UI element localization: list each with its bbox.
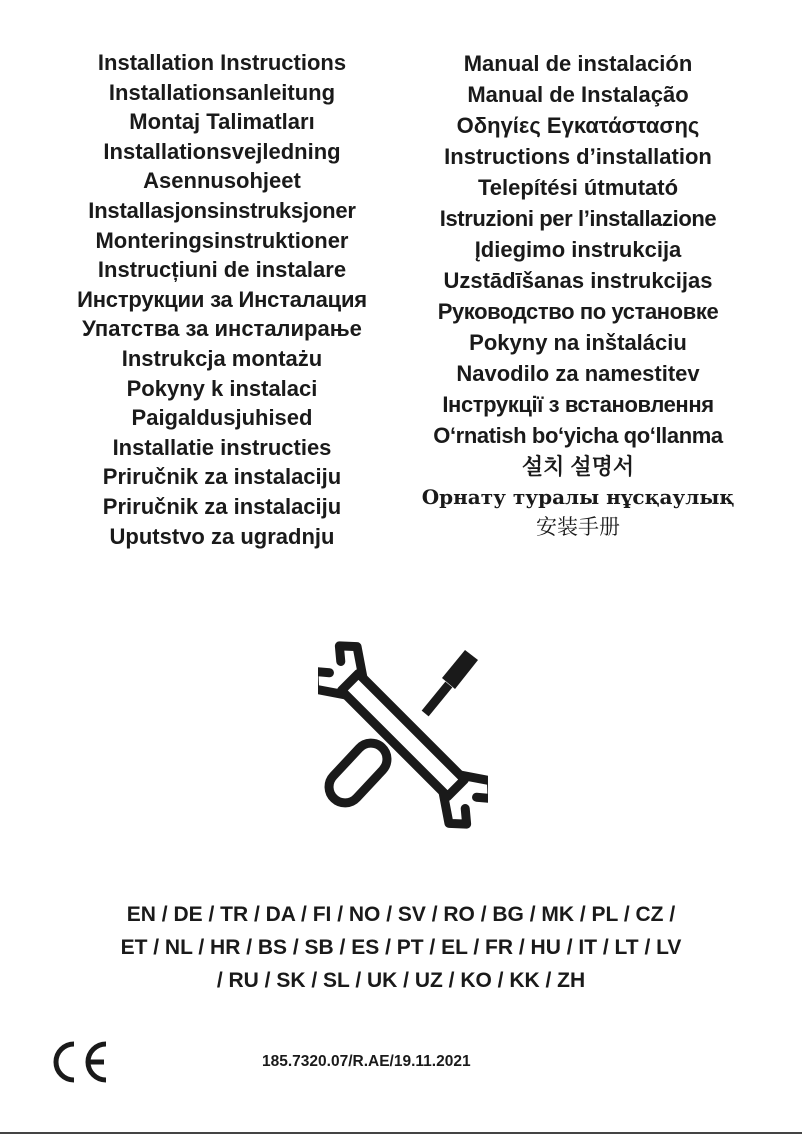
title-es: Manual de instalación — [463, 51, 693, 76]
document-number: 185.7320.07/R.AE/19.11.2021 — [262, 1053, 471, 1070]
title-bg: Инструкции за Инсталация — [77, 286, 367, 312]
ce-mark-icon — [48, 1038, 112, 1086]
title-cz: Pokyny k instalaci — [126, 375, 318, 401]
title-ru: Руководство по установке — [437, 299, 719, 324]
title-fi: Asennusohjeet — [143, 168, 301, 194]
wrench-and-screwdriver-icon — [318, 640, 488, 830]
title-sk: Pokyny na inštaláciu — [469, 330, 687, 355]
title-ko: 설치 설명서 — [521, 454, 635, 479]
title-ro: Instrucțiuni de instalare — [97, 257, 347, 283]
title-en: Installation Instructions — [97, 50, 347, 75]
title-de: Installationsanleitung — [108, 79, 336, 105]
title-no: Installasjonsinstruksjoner — [88, 197, 356, 223]
title-tr: Montaj Talimatları — [129, 109, 315, 135]
title-lt: Įdiegimo instrukcija — [474, 237, 682, 262]
title-sv: Monteringsinstruktioner — [95, 227, 349, 253]
title-list-left — [42, 48, 402, 551]
bottom-divider — [0, 1132, 802, 1134]
language-code-list — [40, 898, 762, 997]
language-codes-line-2: ET / NL / HR / BS / SB / ES / PT / EL / FR / HU / IT / LT / LV — [120, 936, 682, 959]
title-uk: Інструкції з встановлення — [442, 392, 714, 417]
title-hr: Priručnik za instalaciju — [102, 464, 342, 490]
title-fr: Instructions d’installation — [444, 144, 712, 169]
title-list-right — [402, 48, 754, 543]
language-codes-line-3: / RU / SK / SL / UK / UZ / KO / KK / ZH — [216, 969, 586, 992]
title-hu: Telepítési útmutató — [477, 175, 679, 200]
title-et: Paigaldusjuhised — [131, 405, 313, 431]
title-da: Installationsvejledning — [103, 138, 341, 164]
title-bs: Priručnik za instalaciju — [102, 493, 342, 519]
title-el: Οδηγίες Εγκατάστασης — [456, 113, 700, 138]
title-zh: 安装手册 — [536, 516, 620, 539]
title-lv: Uzstādīšanas instrukcijas — [443, 268, 713, 293]
title-nl: Installatie instructies — [112, 434, 332, 460]
title-kk: Орнату туралы нұсқаулық — [421, 485, 735, 509]
language-codes-line-1: EN / DE / TR / DA / FI / NO / SV / RO / BG / MK / PL / CZ / — [126, 903, 676, 926]
title-pl: Instrukcja montażu — [121, 345, 323, 371]
title-mk: Упатства за инсталирање — [82, 316, 362, 342]
title-it: Istruzioni per l’installazione — [439, 206, 717, 231]
title-pt: Manual de Instalação — [467, 82, 689, 107]
title-sl: Navodilo za namestitev — [456, 361, 700, 386]
title-uz: O‘rnatish bo‘yicha qo‘llanma — [433, 423, 723, 448]
title-sb: Uputstvo za ugradnju — [109, 523, 335, 549]
